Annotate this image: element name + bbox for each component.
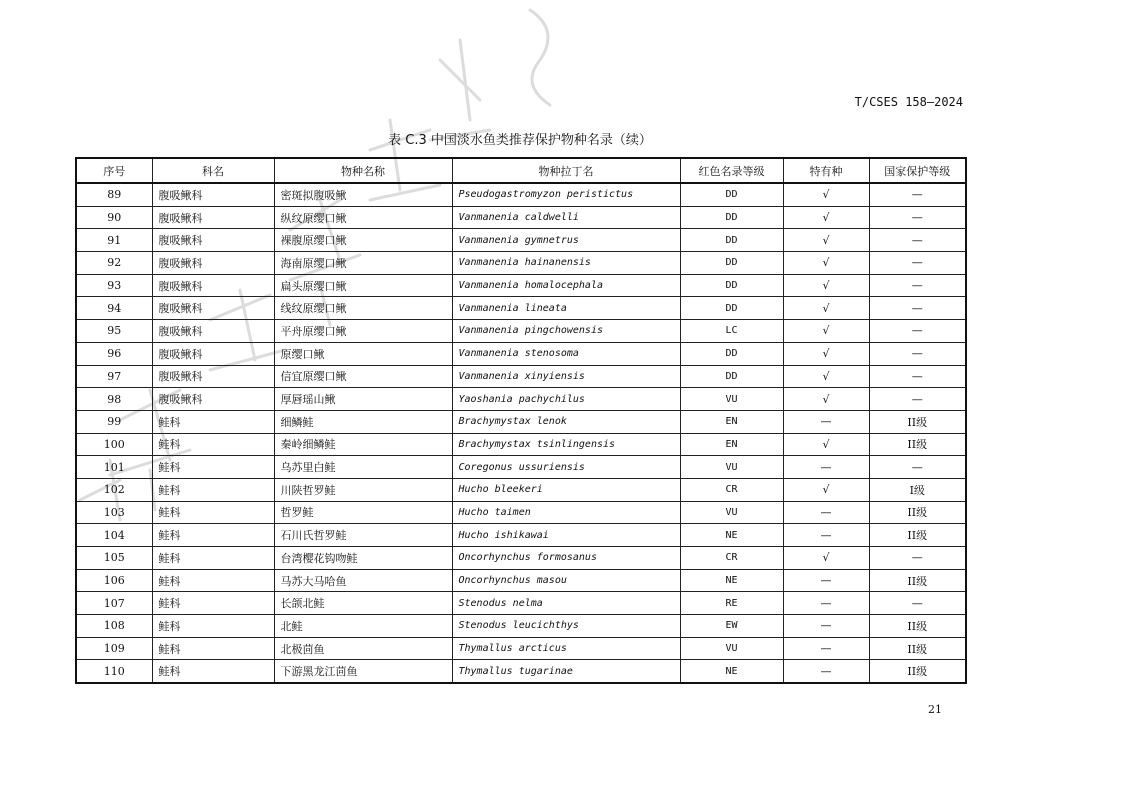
table-row: [76, 433, 966, 456]
cell-number: 100: [76, 433, 152, 456]
table-row: [76, 252, 966, 275]
cell-family: 鲑科: [152, 547, 274, 570]
cell-number: 102: [76, 478, 152, 501]
cell-endemic: —: [783, 615, 869, 638]
cell-protection: II级: [869, 410, 966, 433]
cell-species-name: 平舟原缨口鳅: [274, 320, 452, 343]
cell-latin-name: Hucho bleekeri: [452, 478, 680, 501]
cell-species-name: 台湾樱花钩吻鲑: [274, 547, 452, 570]
cell-protection: I级: [869, 478, 966, 501]
cell-latin-name: Stenodus leucichthys: [452, 615, 680, 638]
cell-redlist: VU: [680, 456, 783, 479]
cell-family: 鲑科: [152, 410, 274, 433]
cell-species-name: 石川氏哲罗鲑: [274, 524, 452, 547]
cell-redlist: NE: [680, 660, 783, 683]
cell-family: 腹吸鳅科: [152, 320, 274, 343]
cell-endemic: √: [783, 229, 869, 252]
cell-number: 104: [76, 524, 152, 547]
table-row: [76, 524, 966, 547]
table-row: [76, 547, 966, 570]
cell-number: 105: [76, 547, 152, 570]
cell-endemic: —: [783, 524, 869, 547]
cell-redlist: NE: [680, 569, 783, 592]
table-row: [76, 342, 966, 365]
cell-protection: II级: [869, 660, 966, 683]
cell-redlist: VU: [680, 637, 783, 660]
cell-redlist: EW: [680, 615, 783, 638]
cell-family: 鲑科: [152, 524, 274, 547]
column-header-species-name: 物种名称: [274, 158, 452, 183]
cell-redlist: DD: [680, 365, 783, 388]
cell-endemic: —: [783, 660, 869, 683]
cell-number: 90: [76, 206, 152, 229]
column-header-redlist: 红色名录等级: [680, 158, 783, 183]
cell-redlist: DD: [680, 252, 783, 275]
cell-redlist: EN: [680, 433, 783, 456]
cell-species-name: 下游黑龙江茴鱼: [274, 660, 452, 683]
cell-endemic: —: [783, 592, 869, 615]
column-header-family: 科名: [152, 158, 274, 183]
cell-protection: —: [869, 388, 966, 411]
table-row: [76, 637, 966, 660]
cell-number: 89: [76, 183, 152, 206]
cell-number: 97: [76, 365, 152, 388]
cell-protection: —: [869, 206, 966, 229]
table-row: [76, 183, 966, 206]
cell-protection: —: [869, 456, 966, 479]
cell-number: 101: [76, 456, 152, 479]
cell-species-name: 川陕哲罗鲑: [274, 478, 452, 501]
cell-latin-name: Vanmanenia caldwelli: [452, 206, 680, 229]
cell-number: 92: [76, 252, 152, 275]
table-row: [76, 592, 966, 615]
cell-redlist: NE: [680, 524, 783, 547]
table-row: [76, 660, 966, 683]
cell-protection: —: [869, 365, 966, 388]
column-header-endemic: 特有种: [783, 158, 869, 183]
cell-protection: II级: [869, 569, 966, 592]
cell-number: 103: [76, 501, 152, 524]
cell-endemic: —: [783, 637, 869, 660]
cell-latin-name: Pseudogastromyzon peristictus: [452, 183, 680, 206]
column-header-protection: 国家保护等级: [869, 158, 966, 183]
cell-number: 95: [76, 320, 152, 343]
cell-endemic: √: [783, 478, 869, 501]
cell-endemic: —: [783, 456, 869, 479]
cell-family: 鲑科: [152, 478, 274, 501]
cell-latin-name: Coregonus ussuriensis: [452, 456, 680, 479]
cell-redlist: RE: [680, 592, 783, 615]
table-row: [76, 615, 966, 638]
cell-protection: —: [869, 547, 966, 570]
table-row: [76, 297, 966, 320]
cell-protection: II级: [869, 637, 966, 660]
cell-latin-name: Hucho ishikawai: [452, 524, 680, 547]
cell-latin-name: Yaoshania pachychilus: [452, 388, 680, 411]
cell-species-name: 秦岭细鳞鲑: [274, 433, 452, 456]
cell-species-name: 原缨口鳅: [274, 342, 452, 365]
cell-species-name: 北鲑: [274, 615, 452, 638]
cell-family: 腹吸鳅科: [152, 206, 274, 229]
cell-redlist: DD: [680, 297, 783, 320]
cell-endemic: √: [783, 320, 869, 343]
table-row: [76, 206, 966, 229]
cell-endemic: —: [783, 501, 869, 524]
table-row: [76, 478, 966, 501]
cell-protection: II级: [869, 433, 966, 456]
table-row: [76, 274, 966, 297]
cell-number: 99: [76, 410, 152, 433]
table-row: [76, 229, 966, 252]
cell-number: 96: [76, 342, 152, 365]
cell-latin-name: Vanmanenia stenosoma: [452, 342, 680, 365]
table-row: [76, 365, 966, 388]
cell-number: 106: [76, 569, 152, 592]
cell-latin-name: Thymallus arcticus: [452, 637, 680, 660]
cell-redlist: EN: [680, 410, 783, 433]
cell-redlist: DD: [680, 274, 783, 297]
cell-latin-name: Hucho taimen: [452, 501, 680, 524]
cell-redlist: CR: [680, 478, 783, 501]
cell-family: 鲑科: [152, 456, 274, 479]
cell-endemic: √: [783, 342, 869, 365]
cell-latin-name: Oncorhynchus formosanus: [452, 547, 680, 570]
cell-endemic: √: [783, 388, 869, 411]
cell-latin-name: Vanmanenia homalocephala: [452, 274, 680, 297]
cell-species-name: 密斑拟腹吸鳅: [274, 183, 452, 206]
cell-species-name: 线纹原缨口鳅: [274, 297, 452, 320]
cell-redlist: VU: [680, 501, 783, 524]
cell-endemic: √: [783, 365, 869, 388]
column-header-latin-name: 物种拉丁名: [452, 158, 680, 183]
column-header-number: 序号: [76, 158, 152, 183]
cell-latin-name: Vanmanenia hainanensis: [452, 252, 680, 275]
cell-protection: —: [869, 252, 966, 275]
cell-endemic: √: [783, 433, 869, 456]
cell-redlist: CR: [680, 547, 783, 570]
cell-latin-name: Brachymystax lenok: [452, 410, 680, 433]
table-row: [76, 388, 966, 411]
cell-protection: —: [869, 297, 966, 320]
cell-redlist: VU: [680, 388, 783, 411]
cell-family: 鲑科: [152, 592, 274, 615]
cell-number: 107: [76, 592, 152, 615]
cell-number: 93: [76, 274, 152, 297]
cell-protection: —: [869, 183, 966, 206]
cell-species-name: 裸腹原缨口鳅: [274, 229, 452, 252]
cell-latin-name: Vanmanenia gymnetrus: [452, 229, 680, 252]
cell-number: 110: [76, 660, 152, 683]
cell-family: 腹吸鳅科: [152, 274, 274, 297]
table-title: 表 C.3 中国淡水鱼类推荐保护物种名录（续）: [388, 133, 652, 148]
cell-endemic: √: [783, 297, 869, 320]
cell-family: 腹吸鳅科: [152, 183, 274, 206]
cell-species-name: 细鳞鲑: [274, 410, 452, 433]
cell-family: 鲑科: [152, 569, 274, 592]
cell-protection: —: [869, 229, 966, 252]
cell-redlist: DD: [680, 183, 783, 206]
cell-redlist: LC: [680, 320, 783, 343]
cell-number: 94: [76, 297, 152, 320]
page-number: 21: [928, 703, 942, 716]
cell-species-name: 乌苏里白鲑: [274, 456, 452, 479]
cell-latin-name: Stenodus nelma: [452, 592, 680, 615]
cell-species-name: 哲罗鲑: [274, 501, 452, 524]
cell-protection: —: [869, 342, 966, 365]
cell-latin-name: Vanmanenia pingchowensis: [452, 320, 680, 343]
cell-family: 鲑科: [152, 637, 274, 660]
cell-species-name: 厚唇瑶山鳅: [274, 388, 452, 411]
cell-number: 98: [76, 388, 152, 411]
cell-endemic: √: [783, 252, 869, 275]
cell-number: 108: [76, 615, 152, 638]
document-code: T/CSES 158—2024: [854, 95, 963, 109]
cell-latin-name: Oncorhynchus masou: [452, 569, 680, 592]
cell-protection: —: [869, 274, 966, 297]
cell-species-name: 北极茴鱼: [274, 637, 452, 660]
cell-latin-name: Vanmanenia xinyiensis: [452, 365, 680, 388]
cell-species-name: 马苏大马哈鱼: [274, 569, 452, 592]
cell-family: 腹吸鳅科: [152, 365, 274, 388]
cell-endemic: —: [783, 410, 869, 433]
table-body: [76, 183, 966, 683]
cell-family: 鲑科: [152, 501, 274, 524]
cell-endemic: √: [783, 183, 869, 206]
table-row: [76, 501, 966, 524]
cell-latin-name: Thymallus tugarinae: [452, 660, 680, 683]
cell-redlist: DD: [680, 342, 783, 365]
cell-latin-name: Brachymystax tsinlingensis: [452, 433, 680, 456]
cell-protection: —: [869, 592, 966, 615]
cell-species-name: 纵纹原缨口鳅: [274, 206, 452, 229]
cell-endemic: —: [783, 569, 869, 592]
cell-protection: II级: [869, 615, 966, 638]
cell-family: 腹吸鳅科: [152, 252, 274, 275]
cell-endemic: √: [783, 547, 869, 570]
table-header-row: [76, 158, 966, 183]
cell-number: 109: [76, 637, 152, 660]
cell-species-name: 长颌北鲑: [274, 592, 452, 615]
table-row: [76, 320, 966, 343]
cell-latin-name: Vanmanenia lineata: [452, 297, 680, 320]
cell-protection: II级: [869, 524, 966, 547]
cell-family: 腹吸鳅科: [152, 388, 274, 411]
table-row: [76, 569, 966, 592]
species-table: [75, 157, 967, 684]
cell-family: 鲑科: [152, 660, 274, 683]
cell-redlist: DD: [680, 206, 783, 229]
cell-family: 鲑科: [152, 433, 274, 456]
table-row: [76, 410, 966, 433]
cell-species-name: 扁头原缨口鳅: [274, 274, 452, 297]
cell-family: 腹吸鳅科: [152, 229, 274, 252]
cell-number: 91: [76, 229, 152, 252]
table-row: [76, 456, 966, 479]
cell-species-name: 海南原缨口鳅: [274, 252, 452, 275]
cell-protection: —: [869, 320, 966, 343]
cell-family: 腹吸鳅科: [152, 297, 274, 320]
cell-redlist: DD: [680, 229, 783, 252]
cell-endemic: √: [783, 206, 869, 229]
cell-species-name: 信宜原缨口鳅: [274, 365, 452, 388]
cell-endemic: √: [783, 274, 869, 297]
cell-family: 腹吸鳅科: [152, 342, 274, 365]
cell-protection: II级: [869, 501, 966, 524]
cell-family: 鲑科: [152, 615, 274, 638]
